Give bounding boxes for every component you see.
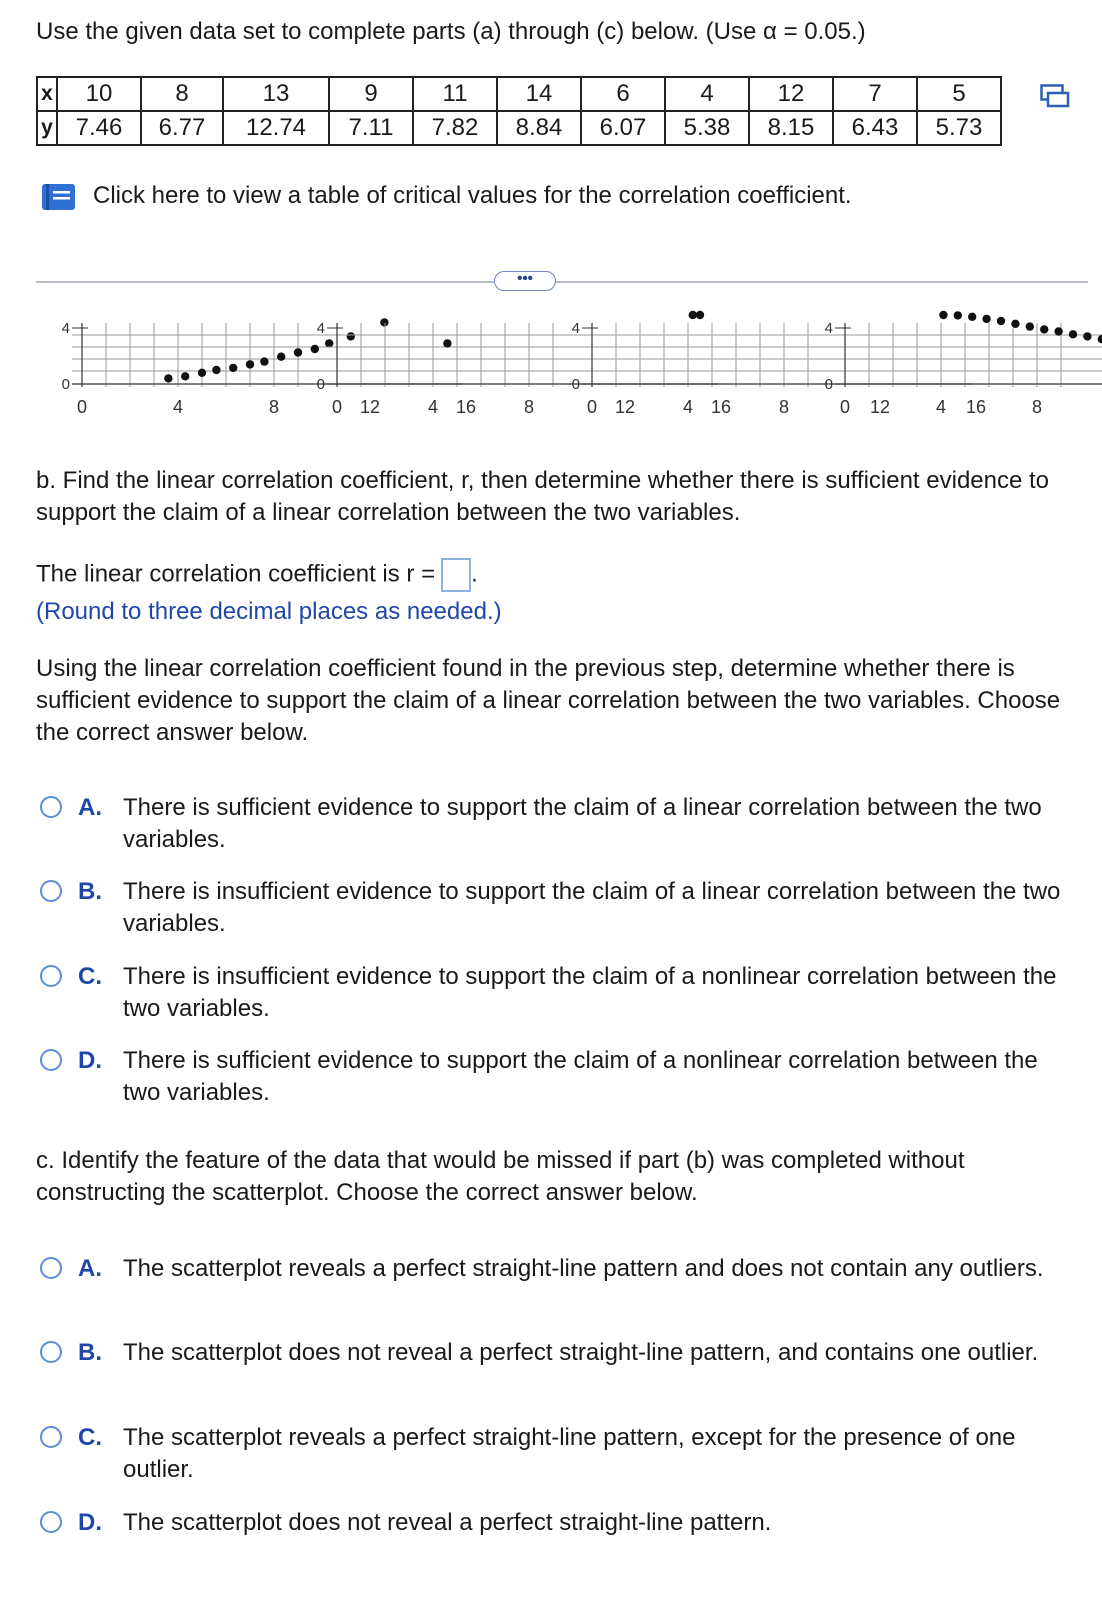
section-divider: [36, 281, 1088, 283]
radio-button[interactable]: [40, 965, 62, 987]
data-point: [1054, 327, 1062, 335]
x-tick-label: 8: [1031, 397, 1043, 417]
data-point: [982, 315, 990, 323]
y-cell: 6.43: [833, 111, 917, 145]
radio-button[interactable]: [40, 1341, 62, 1363]
y-cell: 12.74: [223, 111, 329, 145]
r-answer-input[interactable]: [441, 558, 471, 592]
y-tick-label: 4: [571, 320, 580, 337]
radio-button[interactable]: [40, 1511, 62, 1533]
option-text: There is insufficient evidence to support the claim of a nonlinear correlation between the two variables.: [123, 963, 1057, 1022]
scatterplot-d: [825, 311, 1102, 417]
y-tick-label: 0: [824, 376, 833, 393]
x-cell: 12: [749, 77, 833, 111]
radio-button[interactable]: [40, 1049, 62, 1071]
data-point: [1083, 332, 1091, 340]
data-point: [260, 357, 268, 365]
data-point: [954, 311, 962, 319]
x-tick-label: 8: [778, 397, 790, 417]
r-label: The linear correlation coefficient is r =: [36, 560, 436, 588]
x-tick-label: 0: [839, 397, 851, 417]
y-tick-label: 0: [316, 376, 325, 393]
data-point: [181, 372, 189, 380]
x-tick-label: 4: [935, 397, 947, 417]
x-tick-label: 4: [682, 397, 694, 417]
x-cell: 11: [413, 77, 497, 111]
data-point: [380, 318, 388, 326]
y-cell: 7.46: [57, 111, 141, 145]
data-point: [277, 353, 285, 361]
option-letter: A.: [78, 1255, 102, 1282]
y-tick-label: 4: [316, 320, 325, 337]
option-letter: D.: [78, 1509, 102, 1536]
x-cell: 5: [917, 77, 1001, 111]
x-header: x: [37, 77, 57, 111]
y-header: y: [37, 111, 57, 145]
x-tick-label: 12: [359, 397, 381, 417]
x-cell: 7: [833, 77, 917, 111]
data-point: [229, 364, 237, 372]
data-point: [1069, 330, 1077, 338]
data-point: [1011, 320, 1019, 328]
more-button[interactable]: •••: [494, 271, 556, 291]
option-text: The scatterplot does not reveal a perfect straight-line pattern.: [123, 1509, 772, 1536]
option-text: The scatterplot does not reveal a perfect straight-line pattern, and contains one outlier.: [123, 1339, 1039, 1366]
data-point: [939, 311, 947, 319]
y-row: [37, 111, 1001, 145]
data-point: [164, 374, 172, 382]
option-letter: C.: [78, 963, 102, 990]
y-tick-label: 4: [61, 320, 70, 337]
x-tick-label: 12: [869, 397, 891, 417]
y-cell: 6.07: [581, 111, 665, 145]
x-cell: 6: [581, 77, 665, 111]
round-note: (Round to three decimal places as needed.): [36, 598, 502, 625]
radio-button[interactable]: [40, 880, 62, 902]
x-tick-label: 4: [427, 397, 439, 417]
data-point: [325, 339, 333, 347]
x-tick-label: 8: [523, 397, 535, 417]
y-cell: 6.77: [141, 111, 223, 145]
x-cell: 10: [57, 77, 141, 111]
data-point: [968, 313, 976, 321]
data-point: [246, 360, 254, 368]
option-text: There is insufficient evidence to support the claim of a linear correlation between the two variables.: [123, 878, 1061, 937]
data-point: [294, 348, 302, 356]
x-row: [37, 77, 1001, 111]
copy-data-icon[interactable]: [1040, 84, 1070, 113]
y-tick-label: 4: [824, 320, 833, 337]
book-icon[interactable]: [40, 182, 80, 217]
x-tick-label: 0: [76, 397, 88, 417]
option-letter: B.: [78, 1339, 102, 1366]
data-point: [1098, 335, 1102, 343]
data-point: [212, 366, 220, 374]
y-cell: 5.73: [917, 111, 1001, 145]
radio-button[interactable]: [40, 796, 62, 818]
y-cell: 7.11: [329, 111, 413, 145]
intro-text: Use the given data set to complete parts (a) through (c) below. (Use α = 0.05.): [36, 18, 866, 45]
data-point: [696, 311, 704, 319]
option-text: The scatterplot reveals a perfect straight-line pattern, except for the presence of one outlier.: [123, 1424, 1016, 1483]
part-b-prompt: b. Find the linear correlation coefficient, r, then determine whether there is sufficient evidence to support the claim of a linear correlation between the two variables.: [36, 467, 1050, 526]
data-point: [198, 369, 206, 377]
data-point: [1026, 322, 1034, 330]
data-point: [443, 339, 451, 347]
y-cell: 8.15: [749, 111, 833, 145]
x-tick-label: 0: [331, 397, 343, 417]
option-text: The scatterplot reveals a perfect straight-line pattern and does not contain any outliers.: [123, 1255, 1044, 1282]
part-c-prompt: c. Identify the feature of the data that would be missed if part (b) was completed without constructing the scatterplot. Choose the correct answer below.: [36, 1147, 965, 1206]
data-point: [689, 311, 697, 319]
radio-button[interactable]: [40, 1257, 62, 1279]
y-cell: 8.84: [497, 111, 581, 145]
option-letter: C.: [78, 1424, 102, 1451]
radio-button[interactable]: [40, 1426, 62, 1448]
y-tick-label: 0: [571, 376, 580, 393]
scatterplot-a: [62, 318, 476, 417]
option-text: There is sufficient evidence to support the claim of a nonlinear correlation between the two variables.: [123, 1047, 1038, 1106]
scatterplot-options: [0, 305, 1102, 430]
y-cell: 5.38: [665, 111, 749, 145]
data-point: [347, 332, 355, 340]
x-cell: 8: [141, 77, 223, 111]
x-cell: 14: [497, 77, 581, 111]
x-tick-label: 16: [965, 397, 987, 417]
critical-values-link[interactable]: Click here to view a table of critical values for the correlation coefficient.: [93, 182, 852, 209]
x-tick-label: 16: [710, 397, 732, 417]
y-tick-label: 0: [61, 376, 70, 393]
x-cell: 13: [223, 77, 329, 111]
option-letter: A.: [78, 794, 102, 821]
data-point: [311, 345, 319, 353]
option-text: There is sufficient evidence to support the claim of a linear correlation between the two variables.: [123, 794, 1042, 853]
option-letter: D.: [78, 1047, 102, 1074]
x-tick-label: 16: [455, 397, 477, 417]
part-b-followup: Using the linear correlation coefficient found in the previous step, determine whether there is sufficient evidence to support the claim of a linear correlation between the two variables. Choose the correct answer below.: [36, 655, 1061, 746]
option-letter: B.: [78, 878, 102, 905]
x-tick-label: 8: [268, 397, 280, 417]
x-tick-label: 0: [586, 397, 598, 417]
y-cell: 7.82: [413, 111, 497, 145]
x-tick-label: 4: [172, 397, 184, 417]
x-cell: 9: [329, 77, 413, 111]
r-answer-line: The linear correlation coefficient is r = .: [36, 558, 1076, 592]
x-tick-label: 12: [614, 397, 636, 417]
data-table: [36, 76, 1002, 146]
data-point: [1040, 325, 1048, 333]
x-cell: 4: [665, 77, 749, 111]
data-point: [997, 317, 1005, 325]
